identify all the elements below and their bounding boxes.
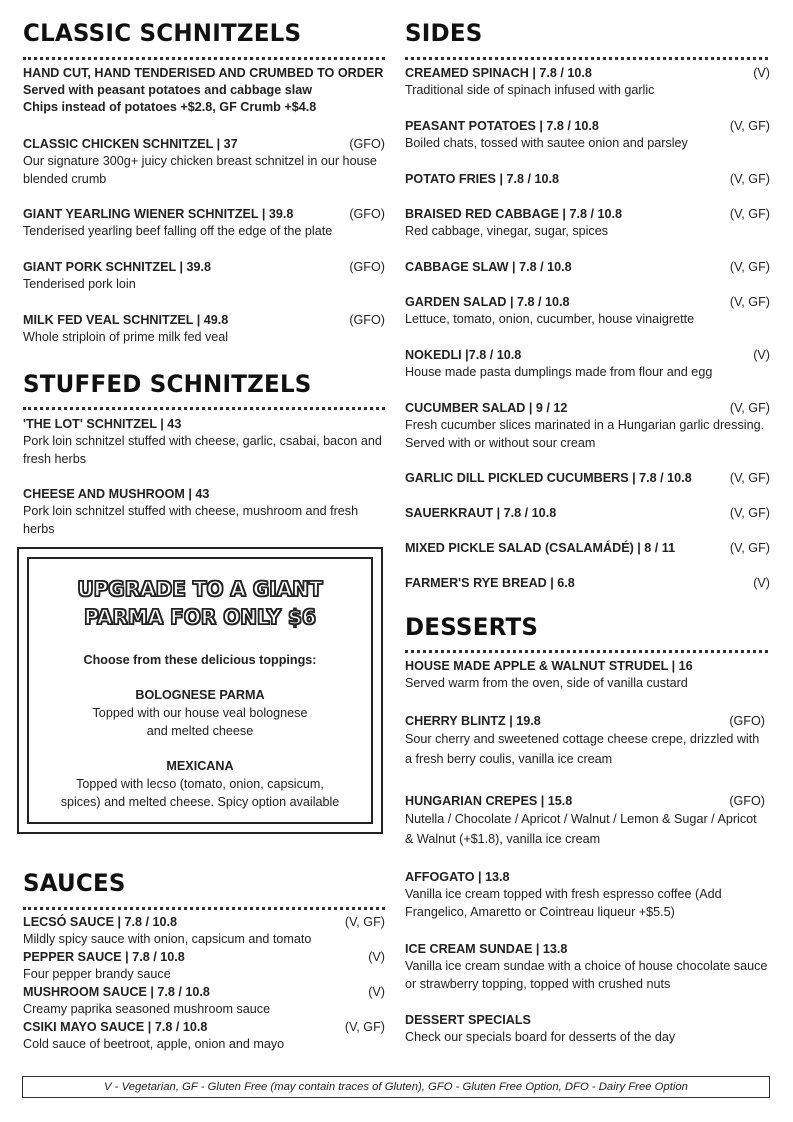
item-tag: (V) [753,66,770,80]
divider [23,907,385,910]
item-description: Pork loin schnitzel stuffed with cheese, mushroom and fresh herbs [23,504,359,536]
menu-item [23,259,385,294]
parma-upgrade-box [17,547,383,834]
item-title: HUNGARIAN CREPES | 15.8 [405,794,573,808]
item-description: Tenderised yearling beef falling off the edge of the plate [23,224,333,238]
promo-title [29,575,371,631]
menu-item [405,65,770,100]
item-title: GIANT YEARLING WIENER SCHNITZEL | 39.8 [23,207,294,221]
item-description: Red cabbage, vinegar, sugar, spices [405,224,609,238]
item-description: Creamy paprika seasoned mushroom sauce [23,1002,271,1016]
item-title: BRAISED RED CABBAGE | 7.8 / 10.8 [405,207,622,221]
menu-item [23,486,385,538]
promo-title-line: PARMA FOR ONLY $6 [84,605,316,629]
item-description: Pork loin schnitzel stuffed with cheese, garlic, csabai, bacon and fresh herbs [23,434,382,466]
parma-upgrade-inner-border [27,557,373,824]
item-title: AFFOGATO | 13.8 [405,870,510,884]
item-tag: (V, GF) [729,207,770,221]
item-tag: (V, GF) [729,260,770,274]
item-title: CREAMED SPINACH | 7.8 / 10.8 [405,66,592,80]
bolognese-desc: and melted cheese [146,724,254,738]
menu-item [405,259,770,276]
item-title: LECSÓ SAUCE | 7.8 / 10.8 [23,915,178,929]
item-tag: (V, GF) [729,172,770,186]
item-description: Four pepper brandy sauce [23,967,171,981]
item-title: SAUERKRAUT | 7.8 / 10.8 [405,506,557,520]
item-title: GARDEN SALAD | 7.8 / 10.8 [405,295,570,309]
item-tag: (V, GF) [729,295,770,309]
classic-note: HAND CUT, HAND TENDERISED AND CRUMBED TO ORDER [23,66,384,80]
item-title: CSIKI MAYO SAUCE | 7.8 / 10.8 [23,1020,208,1034]
item-tag: (V) [368,950,385,964]
item-tag: (V, GF) [344,915,385,929]
menu-item [405,206,770,241]
sauces-heading: SAUCES [23,870,126,898]
menu-item [405,1012,770,1047]
item-tag: (V, GF) [729,119,770,133]
item-description: Lettuce, tomato, onion, cucumber, house vinaigrette [405,312,695,326]
menu-item [405,118,770,153]
stuffed-schnitzels-heading: STUFFED SCHNITZELS [23,371,312,399]
item-title: CABBAGE SLAW | 7.8 / 10.8 [405,260,572,274]
sides-heading: SIDES [405,20,483,48]
item-title: MUSHROOM SAUCE | 7.8 / 10.8 [23,985,210,999]
divider [405,650,768,653]
menu-item [23,312,385,347]
item-tag: (GFO) [349,313,385,327]
menu-item [23,949,385,984]
item-title: CLASSIC CHICKEN SCHNITZEL | 37 [23,137,238,151]
item-description: Fresh cucumber slices marinated in a Hungarian garlic dressing. Served with or without sour cream [405,418,765,450]
classic-schnitzels-heading: CLASSIC SCHNITZELS [23,20,302,48]
menu-item [23,1019,385,1054]
item-tag: (V) [368,985,385,999]
menu-item [405,793,765,849]
item-tag: (GFO) [349,207,385,221]
item-tag: (V, GF) [729,401,770,415]
menu-item [23,136,385,188]
bolognese-desc: Topped with our house veal bolognese [92,706,308,720]
menu-item [405,505,770,522]
mexicana-title: MEXICANA [166,759,234,773]
item-description: Vanilla ice cream sundae with a choice of house chocolate sauce or strawberry topping, topped with crushed nuts [405,959,768,991]
item-title: CHEESE AND MUSHROOM | 43 [23,487,210,501]
item-tag: (GFO) [349,137,385,151]
menu-item [405,713,765,769]
item-description: Cold sauce of beetroot, apple, onion and mayo [23,1037,285,1051]
classic-note: Chips instead of potatoes +$2.8, GF Crumb +$4.8 [23,100,317,114]
item-tag: (V) [753,348,770,362]
menu-item [23,914,385,949]
promo-intro: Choose from these delicious toppings: [83,653,317,667]
item-description: Sour cherry and sweetened cottage cheese crepe, drizzled with a fresh berry coulis, vanilla ice cream [405,732,760,766]
item-title: MILK FED VEAL SCHNITZEL | 49.8 [23,313,229,327]
menu-item [405,540,770,557]
item-description: Vanilla ice cream topped with fresh espresso coffee (Add Frangelico, Amaretto or Cointreau liqueur +$5.5) [405,887,722,919]
item-tag: (V) [753,576,770,590]
item-title: GIANT PORK SCHNITZEL | 39.8 [23,260,212,274]
divider [405,57,768,60]
bolognese-title: BOLOGNESE PARMA [135,688,265,702]
menu-item [405,294,770,329]
item-title: CUCUMBER SALAD | 9 / 12 [405,401,568,415]
item-title: PEPPER SAUCE | 7.8 / 10.8 [23,950,185,964]
item-title: FARMER'S RYE BREAD | 6.8 [405,576,575,590]
menu-item [405,171,770,188]
item-title: 'THE LOT' SCHNITZEL | 43 [23,417,182,431]
promo-title-line: UPGRADE TO A GIANT [77,577,323,601]
item-title: DESSERT SPECIALS [405,1013,531,1027]
menu-item [405,658,770,693]
menu-item [405,575,770,592]
mexicana-desc: spices) and melted cheese. Spicy option available [60,795,340,809]
item-tag: (GFO) [729,794,765,808]
item-tag: (V, GF) [344,1020,385,1034]
item-tag: (V, GF) [729,541,770,555]
item-description: House made pasta dumplings made from flour and egg [405,365,713,379]
item-title: HOUSE MADE APPLE & WALNUT STRUDEL | 16 [405,659,693,673]
item-tag: (V, GF) [729,471,770,485]
item-title: ICE CREAM SUNDAE | 13.8 [405,942,568,956]
item-tag: (V, GF) [729,506,770,520]
item-tag: (GFO) [729,714,765,728]
item-title: PEASANT POTATOES | 7.8 / 10.8 [405,119,599,133]
item-description: Our signature 300g+ juicy chicken breast schnitzel in our house blended crumb [23,154,377,186]
dietary-legend: V - Vegetarian, GF - Gluten Free (may contain traces of Gluten), GFO - Gluten Free Option, DFO - Dairy Free Option [22,1076,770,1098]
item-description: Tenderised pork loin [23,277,136,291]
item-title: NOKEDLI |7.8 / 10.8 [405,348,522,362]
item-description: Nutella / Chocolate / Apricot / Walnut / Lemon & Sugar / Apricot & Walnut (+$1.8), vanilla ice cream [405,812,757,846]
menu-item [405,941,770,993]
item-tag: (GFO) [349,260,385,274]
menu-item [405,400,770,452]
menu-item [405,869,770,921]
menu-item [23,206,385,241]
desserts-heading: DESSERTS [405,614,539,642]
menu-item [405,347,770,382]
item-title: GARLIC DILL PICKLED CUCUMBERS | 7.8 / 10.8 [405,471,692,485]
menu-item [23,416,385,468]
item-description: Boiled chats, tossed with sautee onion and parsley [405,136,688,150]
item-title: MIXED PICKLE SALAD (CSALAMÁDÉ) | 8 / 11 [405,541,676,555]
item-description: Traditional side of spinach infused with garlic [405,83,655,97]
menu-item [23,984,385,1019]
item-description: Check our specials board for desserts of the day [405,1030,676,1044]
menu-item [405,470,770,487]
item-title: CHERRY BLINTZ | 19.8 [405,714,541,728]
divider [23,407,385,410]
mexicana-desc: Topped with lecso (tomato, onion, capsicum, [76,777,324,791]
item-title: POTATO FRIES | 7.8 / 10.8 [405,172,559,186]
item-description: Whole striploin of prime milk fed veal [23,330,229,344]
item-description: Served warm from the oven, side of vanilla custard [405,676,688,690]
classic-note: Served with peasant potatoes and cabbage slaw [23,83,313,97]
item-description: Mildly spicy sauce with onion, capsicum and tomato [23,932,312,946]
divider [23,57,385,60]
